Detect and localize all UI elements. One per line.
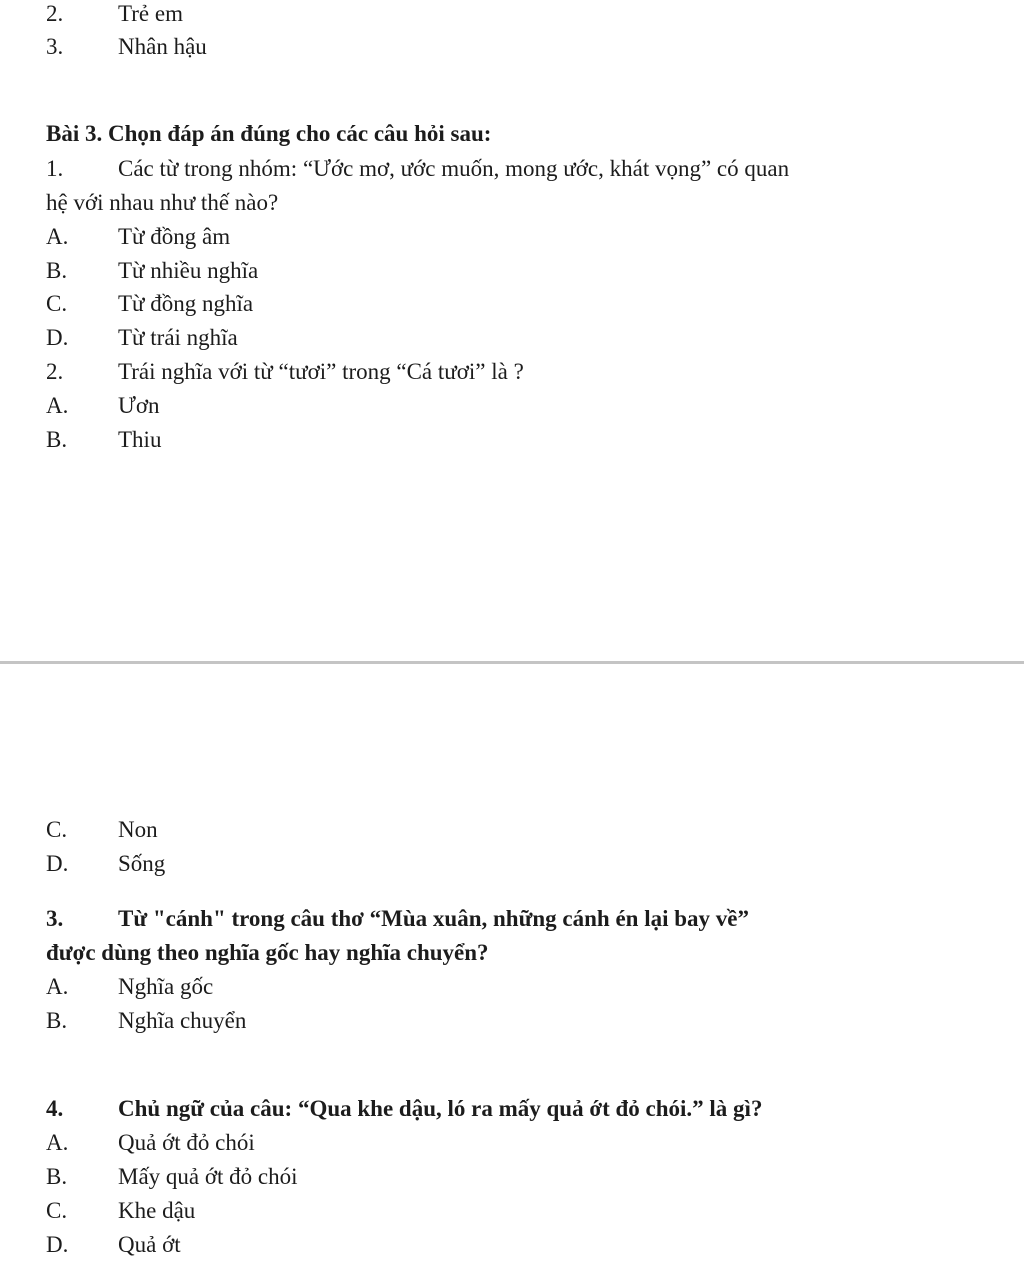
item-number: 2. — [46, 1, 64, 26]
item-number: 3. — [46, 34, 64, 59]
option-text: Thiu — [118, 427, 162, 452]
question-number: 3. — [46, 906, 64, 931]
option-a — [46, 1129, 255, 1157]
option-letter: C. — [46, 291, 68, 316]
page-divider — [0, 661, 1024, 664]
question-text: Trái nghĩa với từ “tươi” trong “Cá tươi” là ? — [118, 359, 524, 384]
option-letter: A. — [46, 1130, 69, 1155]
option-letter: C. — [46, 1198, 68, 1223]
option-a — [46, 392, 160, 420]
option-text: Từ đồng âm — [118, 224, 231, 249]
option-letter: A. — [46, 393, 69, 418]
option-d — [46, 1231, 181, 1259]
option-text: Ươn — [118, 393, 160, 418]
question-text: Các từ trong nhóm: “Ước mơ, ước muốn, mong ước, khát vọng” có quan — [118, 156, 790, 181]
option-text: Sống — [118, 851, 166, 876]
question-text: Chủ ngữ của câu: “Qua khe dậu, ló ra mấy quả ớt đỏ chói.” là gì? — [118, 1096, 763, 1121]
question-text: Từ "cánh" trong câu thơ “Mùa xuân, những cánh én lại bay về” — [118, 906, 749, 931]
option-letter: D. — [46, 851, 69, 876]
item-text: Trẻ em — [118, 1, 183, 26]
option-letter: C. — [46, 817, 68, 842]
option-text: Nghĩa chuyển — [118, 1008, 247, 1033]
option-text: Từ đồng nghĩa — [118, 291, 254, 316]
option-c — [46, 816, 158, 844]
list-item — [46, 0, 183, 28]
section-heading: Bài 3. Chọn đáp án đúng cho các câu hỏi sau: — [46, 121, 492, 146]
option-letter: B. — [46, 1164, 68, 1189]
option-a — [46, 973, 213, 1001]
question-2 — [46, 358, 524, 386]
option-d — [46, 324, 238, 352]
option-a — [46, 223, 230, 251]
option-letter: B. — [46, 1008, 68, 1033]
option-letter: D. — [46, 325, 69, 350]
option-letter: B. — [46, 427, 68, 452]
question-1 — [46, 155, 789, 183]
option-d — [46, 850, 165, 878]
option-c — [46, 290, 253, 318]
option-b — [46, 1163, 298, 1191]
question-number: 4. — [46, 1096, 64, 1121]
option-text: Quả ớt — [118, 1232, 181, 1257]
option-letter: A. — [46, 224, 69, 249]
list-item — [46, 33, 207, 61]
question-1-continued: hệ với nhau như thế nào? — [46, 190, 279, 215]
option-text: Mấy quả ớt đỏ chói — [118, 1164, 298, 1189]
option-text: Quả ớt đỏ chói — [118, 1130, 255, 1155]
option-b — [46, 426, 161, 454]
option-text: Từ nhiều nghĩa — [118, 258, 259, 283]
option-b — [46, 257, 258, 285]
option-letter: B. — [46, 258, 68, 283]
question-4 — [46, 1095, 762, 1123]
option-text: Non — [118, 817, 158, 842]
option-b — [46, 1007, 246, 1035]
question-number: 1. — [46, 156, 64, 181]
question-3-continued: được dùng theo nghĩa gốc hay nghĩa chuyển? — [46, 940, 489, 965]
option-text: Nghĩa gốc — [118, 974, 214, 999]
question-3 — [46, 905, 749, 933]
option-text: Khe dậu — [118, 1198, 196, 1223]
option-letter: D. — [46, 1232, 69, 1257]
item-text: Nhân hậu — [118, 34, 207, 59]
option-c — [46, 1197, 195, 1225]
option-text: Từ trái nghĩa — [118, 325, 238, 350]
option-letter: A. — [46, 974, 69, 999]
question-number: 2. — [46, 359, 64, 384]
